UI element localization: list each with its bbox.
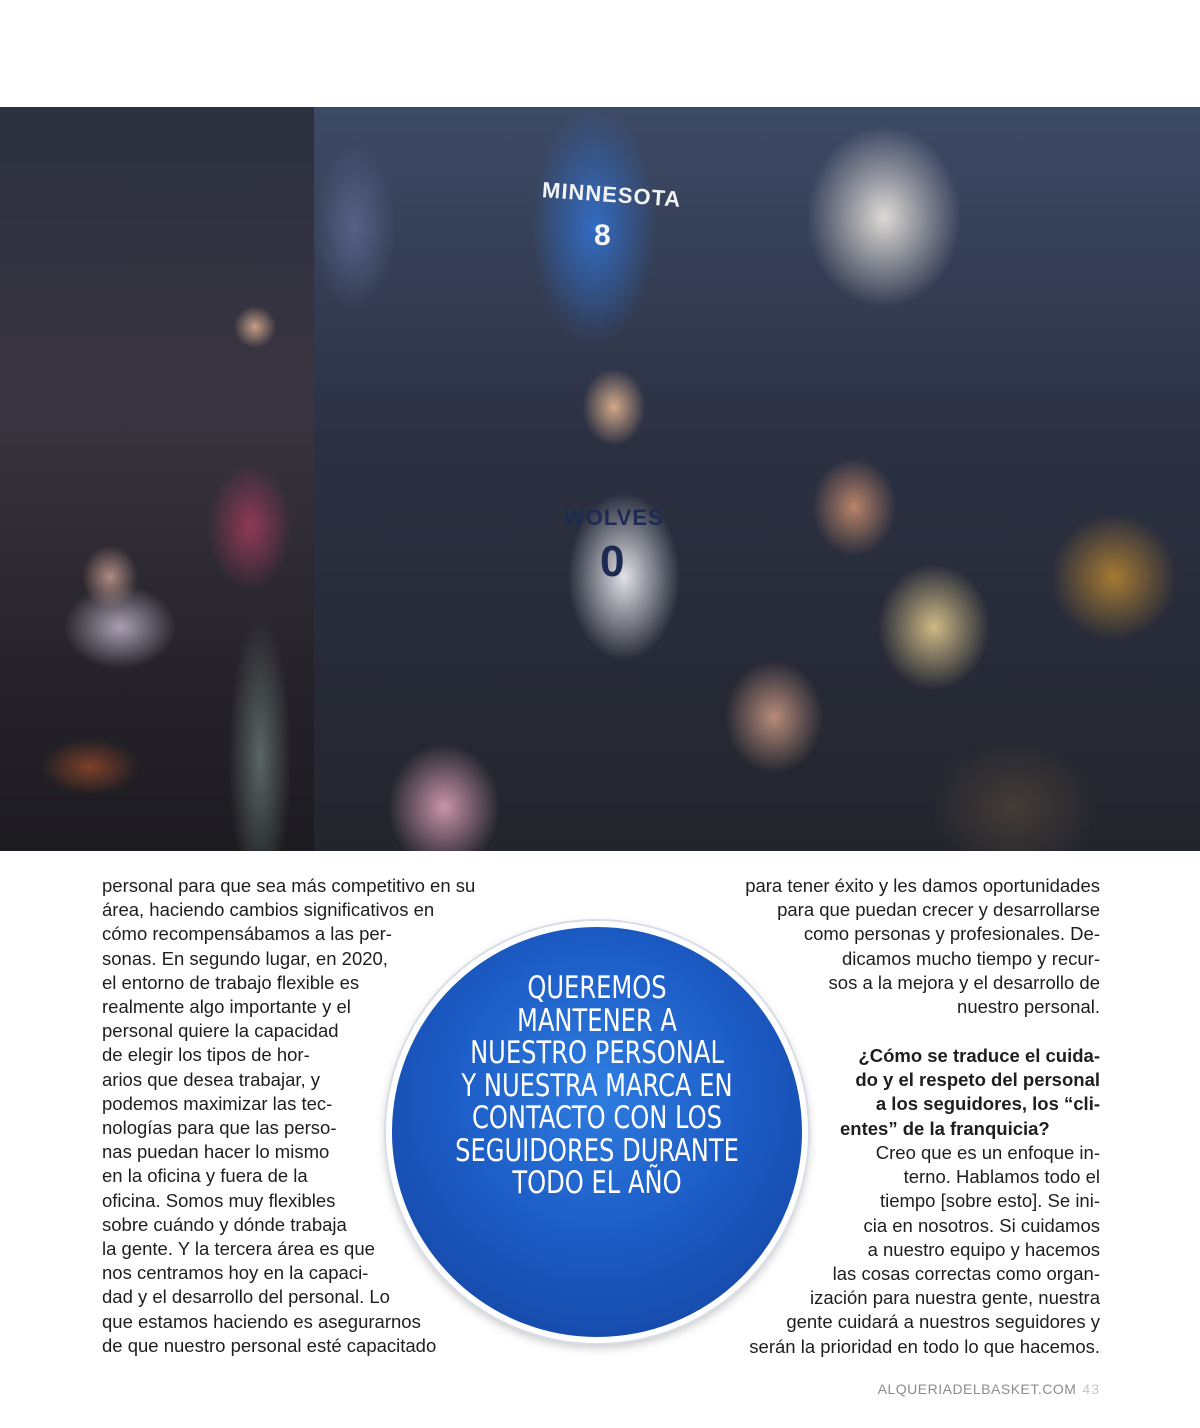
body-line: para que puedan crecer y desarrollarse <box>777 899 1100 921</box>
body-line: oficina. Somos muy flexibles <box>102 1189 336 1211</box>
body-line: podemos maximizar las tec- <box>102 1092 333 1114</box>
interview-question <box>826 1044 1100 1141</box>
page-number: 43 <box>1082 1381 1100 1397</box>
body-line: realmente algo importante y el <box>102 996 351 1018</box>
answer-line: cia en nosotros. Si cuidamos <box>863 1214 1100 1236</box>
answer-line: tiempo [sobre esto]. Se ini- <box>879 1190 1100 1212</box>
footer-site: ALQUERIADELBASKET.COM <box>877 1381 1077 1397</box>
jersey-top-number: 8 <box>594 219 612 252</box>
jersey-child-number: 0 <box>600 537 626 586</box>
crowd-photo-main <box>314 107 1200 851</box>
jersey-child-text: WOLVES <box>564 505 664 530</box>
body-line: sonas. En segundo lugar, en 2020, <box>102 947 388 969</box>
body-line: área, haciendo cambios significativos en <box>102 899 435 921</box>
body-line: dicamos mucho tiempo y recur- <box>841 947 1100 969</box>
answer-line: terno. Hablamos todo el <box>903 1166 1100 1188</box>
pull-quote-line: Y NUESTRA MARCA EN <box>461 1067 733 1104</box>
body-line: nologías para que las perso- <box>102 1117 337 1139</box>
body-line: nas puedan hacer lo mismo <box>102 1141 330 1163</box>
answer-line: las cosas correctas como organ- <box>832 1263 1100 1285</box>
body-line: en la oficina y fuera de la <box>102 1165 308 1187</box>
pull-quote <box>432 972 761 1200</box>
body-line: la gente. Y la tercera área es que <box>102 1238 375 1260</box>
body-line: para tener éxito y les damos oportunidades <box>745 875 1100 896</box>
body-line: de elegir los tipos de hor- <box>102 1044 310 1066</box>
pull-quote-line: MANTENER A <box>517 1002 677 1039</box>
pull-quote-line: TODO EL AÑO <box>512 1165 682 1201</box>
answer-line: ización para nuestra gente, nuestra <box>809 1287 1100 1309</box>
answer-line: Creo que es un enfoque in- <box>875 1142 1100 1163</box>
pull-quote-line: SEGUIDORES DURANTE <box>455 1132 739 1169</box>
body-line: cómo recompensábamos a las per- <box>102 923 392 945</box>
body-line: personal quiere la capacidad <box>102 1020 339 1042</box>
body-line: el entorno de trabajo flexible es <box>102 971 360 993</box>
body-line: de que nuestro personal esté capacitado <box>102 1334 437 1356</box>
answer-line: a nuestro equipo y hacemos <box>867 1238 1100 1260</box>
question-line: entes” de la franquicia? <box>840 1117 1050 1139</box>
question-line: ¿Cómo se traduce el cuida- <box>858 1045 1100 1066</box>
pull-quote-line: QUEREMOS <box>527 970 667 1006</box>
question-line: a los seguidores, los “cli- <box>875 1093 1100 1115</box>
crowd-photo-left <box>0 107 314 851</box>
body-line: sobre cuándo y dónde trabaja <box>102 1213 347 1235</box>
body-line: nuestro personal. <box>957 996 1100 1018</box>
pull-quote-line: NUESTRO PERSONAL <box>470 1035 724 1071</box>
page-footer <box>878 1381 1100 1397</box>
body-line: dad y el desarrollo del personal. Lo <box>102 1286 390 1308</box>
body-line: sos a la mejora y el desarrollo de <box>828 971 1100 993</box>
pull-quote-line: CONTACTO CON LOS <box>471 1100 723 1136</box>
body-line: personal para que sea más competitivo en su <box>102 875 476 896</box>
question-line: do y el respeto del personal <box>855 1069 1100 1091</box>
body-line: como personas y profesionales. De- <box>803 923 1100 945</box>
body-line: arios que desea trabajar, y <box>102 1068 321 1090</box>
answer-line: gente cuidará a nuestros seguidores y <box>786 1311 1100 1333</box>
body-line: nos centramos hoy en la capaci- <box>102 1262 369 1284</box>
jersey-top-text: MINNESOTA <box>541 177 683 212</box>
answer-line: serán la prioridad en todo lo que hacemos. <box>749 1335 1100 1357</box>
body-line: que estamos haciendo es asegurarnos <box>102 1310 421 1332</box>
